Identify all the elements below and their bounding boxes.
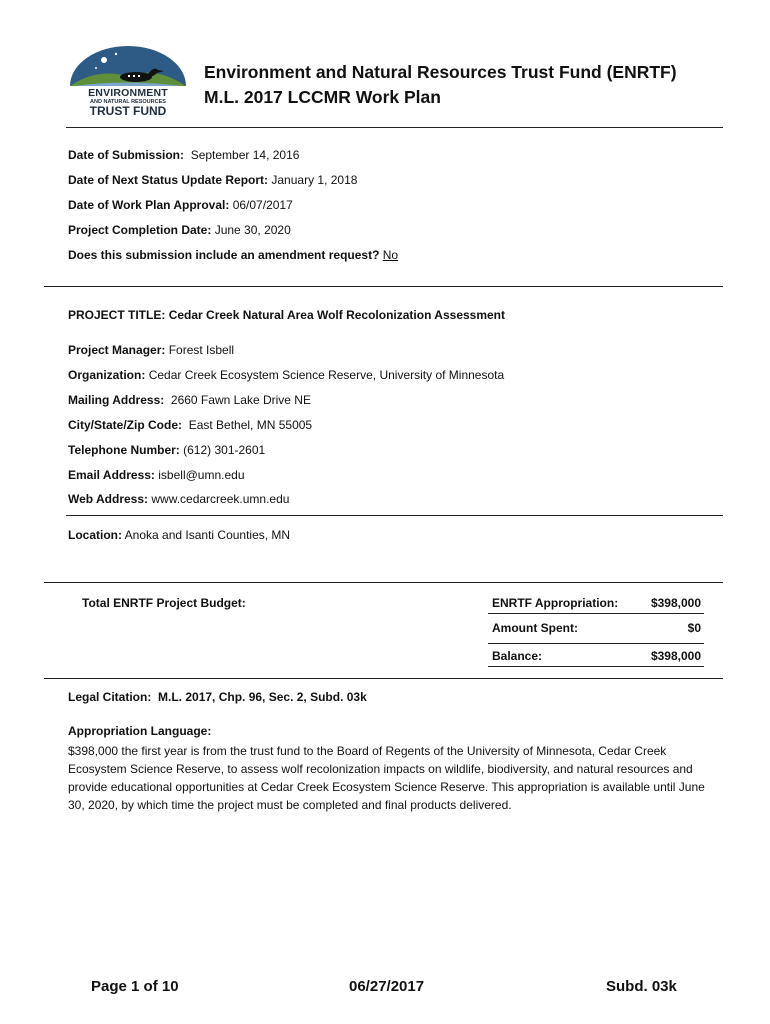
amendment-value: No [382,248,399,262]
email-label: Email Address: [68,468,155,482]
logo-text-trust-fund: TRUST FUND [89,104,167,118]
legal-citation-row [68,690,367,705]
appropriation-value: $398,000 [650,596,701,610]
footer-subdivision: Subd. 03k [606,978,677,995]
phone-value: (612) 301-2601 [183,443,266,457]
next-status-row [68,173,357,188]
completion-date-label: Project Completion Date: [68,223,212,237]
project-title-value: Cedar Creek Natural Area Wolf Recolonization Assessment [168,308,506,322]
email-row [68,468,245,483]
web-value: www.cedarcreek.umn.edu [151,492,290,506]
approval-date-row [68,198,293,213]
submission-date-row [68,148,299,163]
appropriation-language-label: Appropriation Language: [68,724,212,738]
title-line-2: M.L. 2017 LCCMR Work Plan [204,87,441,107]
organization-row [68,368,504,383]
next-status-label: Date of Next Status Update Report: [68,173,269,187]
title-line-1: Environment and Natural Resources Trust Fund (ENRTF) [204,62,677,82]
amount-spent-value: $0 [687,621,701,635]
email-value: isbell@umn.edu [158,468,245,482]
amendment-label: Does this submission include an amendment request? [68,248,380,262]
project-title-label: PROJECT TITLE: [68,308,166,322]
appropriation-language-text: $398,000 the first year is from the trust fund to the Board of Regents of the University of Minnesota, Cedar Creek Ecosystem Science Reserve, to assess wolf recolonization impacts on wildlife, biodiversity, and natural resources and provide educational opportunities at Cedar Creek Ecosystem Science Reserve. This appropriation is available until June 30, 2020, by which time the project must be completed and final products delivered. [68,744,705,812]
appropriation-language-heading [68,724,211,739]
balance-underline [488,666,704,667]
organization-value: Cedar Creek Ecosystem Science Reserve, University of Minnesota [148,368,505,382]
legal-citation-label: Legal Citation: [68,690,152,704]
manager-row [68,343,234,358]
balance-value: $398,000 [650,649,701,663]
city-value: East Bethel, MN 55005 [188,418,313,432]
amount-spent-underline [488,643,704,644]
logo-text-natural-resources: AND NATURAL RESOURCES [90,99,166,105]
legal-citation-value: M.L. 2017, Chp. 96, Sec. 2, Subd. 03k [158,690,367,704]
location-divider [44,582,723,583]
amendment-row [68,248,398,263]
budget-divider [44,678,723,679]
submission-date-label: Date of Submission: [68,148,185,162]
dates-divider [44,286,723,287]
page-number: Page 1 of 10 [91,978,179,995]
location-value: Anoka and Isanti Counties, MN [124,528,291,542]
web-label: Web Address: [68,492,149,506]
enrtf-logo [66,46,190,118]
logo-text-environment: ENVIRONMENT [88,87,168,99]
phone-label: Telephone Number: [68,443,180,457]
appropriation-label: ENRTF Appropriation: [492,596,619,610]
amount-spent-label: Amount Spent: [492,621,578,635]
project-title-row [68,308,505,323]
manager-value: Forest Isbell [168,343,235,357]
approval-date-label: Date of Work Plan Approval: [68,198,230,212]
document-title [204,60,724,110]
city-row [68,418,312,433]
mailing-address-row [68,393,311,408]
loon-logo-icon [66,46,190,88]
location-row [68,528,290,543]
city-label: City/State/Zip Code: [68,418,183,432]
next-status-value: January 1, 2018 [271,173,358,187]
approval-date-value: 06/07/2017 [232,198,293,212]
balance-label: Balance: [492,649,543,663]
contact-divider [66,515,723,516]
mailing-address-label: Mailing Address: [68,393,165,407]
manager-label: Project Manager: [68,343,166,357]
organization-label: Organization: [68,368,146,382]
phone-row [68,443,265,458]
submission-date-value: September 14, 2016 [190,148,300,162]
total-budget-label: Total ENRTF Project Budget: [82,596,246,610]
location-label: Location: [68,528,122,542]
mailing-address-value: 2660 Fawn Lake Drive NE [170,393,311,407]
header-divider [66,127,723,128]
appropriation-underline [488,613,704,614]
completion-date-value: June 30, 2020 [214,223,291,237]
completion-date-row [68,223,291,238]
web-row [68,492,289,507]
footer-date: 06/27/2017 [349,978,425,995]
